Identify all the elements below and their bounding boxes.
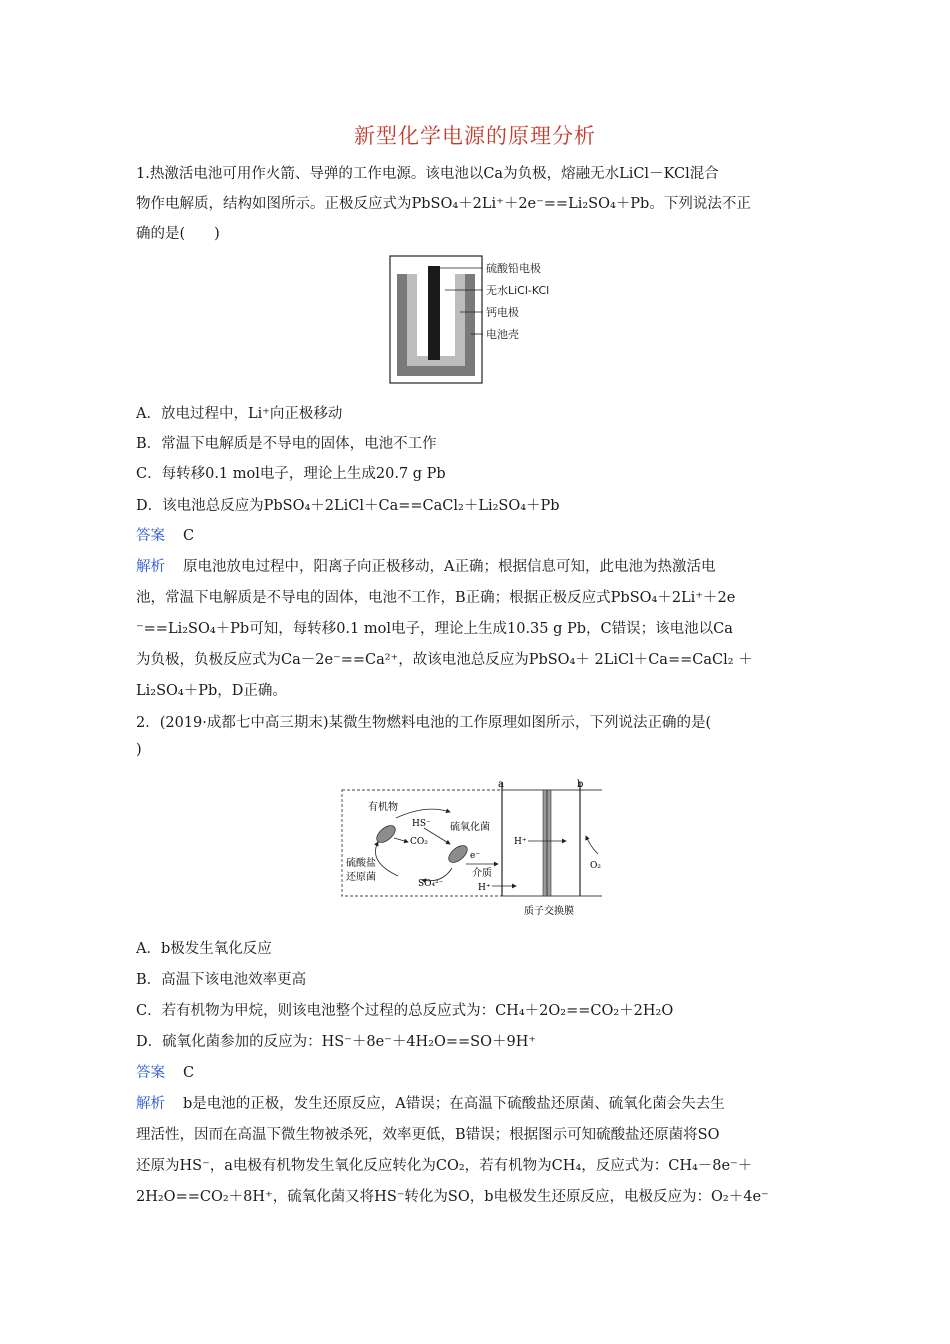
q1-analysis-line-5: Li₂SO₄＋Pb，D正确。 <box>136 683 287 699</box>
q1-option-d: D．该电池总反应为PbSO₄＋2LiCl＋Ca==CaCl₂＋Li₂SO₄＋Pb <box>136 498 560 514</box>
q2-analysis-text-1: b是电池的正极，发生还原反应，A错误；在高温下硫酸盐还原菌、硫氧化菌会失去生 <box>183 1096 725 1112</box>
q2-answer <box>136 1061 194 1082</box>
label-b: b <box>577 779 584 790</box>
q1-stem-line-2: 物作电解质，结构如图所示。正极反应式为PbSO₄＋2Li⁺＋2e⁻==Li₂SO₄＋Pb。下列说法不正 <box>136 196 751 212</box>
q1-analysis-text-1: 原电池放电过程中，阳离子向正极移动，A正确；根据信息可知，此电池为热激活电 <box>183 559 716 575</box>
q2-analysis-line-1 <box>136 1092 725 1113</box>
label-membrane: 质子交换膜 <box>524 906 574 917</box>
q2-answer-label: 答案 <box>136 1065 165 1081</box>
q1-answer-label: 答案 <box>136 528 165 544</box>
label-a: a <box>498 779 504 790</box>
label-medium: 介质 <box>472 868 492 879</box>
q2-option-d: D．硫氧化菌参加的反应为：HS⁻＋8e⁻＋4H₂O==SO＋9H⁺ <box>136 1034 537 1050</box>
q2-option-b: B．高温下该电池效率更高 <box>136 972 307 988</box>
q1-option-c: C．每转移0.1 mol电子，理论上生成20.7 g Pb <box>136 466 446 482</box>
lead-sulfate-electrode <box>428 266 440 360</box>
label-o2: O₂ <box>590 861 601 871</box>
label-battery-shell: 电池壳 <box>486 328 519 341</box>
fuel-cell-figure <box>338 776 608 922</box>
q1-analysis-label: 解析 <box>136 559 165 575</box>
q2-option-a: A．b极发生氧化反应 <box>136 941 272 957</box>
q1-option-a: A．放电过程中，Li⁺向正极移动 <box>136 406 343 422</box>
label-lead-electrode: 硫酸铅电极 <box>486 262 541 275</box>
page-title: 新型化学电源的原理分析 <box>354 124 596 148</box>
q2-analysis-line-3: 还原为HS⁻，a电极有机物发生氧化反应转化为CO₂，若有机物为CH₄，反应式为：CH₄－8e⁻＋ <box>136 1158 753 1174</box>
q1-answer-value: C <box>183 528 195 544</box>
label-hs: HS⁻ <box>412 819 431 829</box>
q2-stem-line-2: ) <box>136 742 142 758</box>
label-srb-2: 还原菌 <box>346 872 376 883</box>
label-h-low: H⁺ <box>478 883 491 893</box>
q2-answer-value: C <box>183 1065 195 1081</box>
q2-analysis-line-2: 理活性，因而在高温下微生物被杀死，效率更低，B错误；根据图示可知硫酸盐还原菌将SO <box>136 1127 720 1143</box>
battery-structure-figure <box>385 248 570 386</box>
label-calcium-electrode: 钙电极 <box>486 306 519 319</box>
q1-analysis-line-2: 池，常温下电解质是不导电的固体，电池不工作，B正确；根据正极反应式PbSO₄＋2Li⁺＋2e <box>136 590 736 606</box>
sox-bacteria <box>446 842 471 865</box>
label-electrolyte: 无水LiCl-KCl <box>486 284 550 297</box>
q1-answer <box>136 524 194 545</box>
q2-option-c: C．若有机物为甲烷，则该电池整个过程的总反应式为：CH₄＋2O₂==CO₂＋2H₂O <box>136 1003 674 1019</box>
q2-analysis-line-4: 2H₂O==CO₂＋8H⁺，硫氧化菌又将HS⁻转化为SO，b电极发生还原反应，电极反应为：O₂＋4e⁻ <box>136 1189 769 1205</box>
q2-analysis-label: 解析 <box>136 1096 165 1112</box>
q1-stem-line-3: 确的是( ) <box>136 226 220 242</box>
label-organic: 有机物 <box>368 802 398 813</box>
label-so4: SO₄²⁻ <box>418 879 444 889</box>
q1-option-b: B．常温下电解质是不导电的固体，电池不工作 <box>136 436 437 452</box>
q1-analysis-line-4: 为负极，负极反应式为Ca－2e⁻==Ca²⁺，故该电池总反应为PbSO₄＋ 2LiCl＋Ca==CaCl₂ ＋ <box>136 652 753 668</box>
q1-analysis-line-3: ⁻==Li₂SO₄＋Pb可知，每转移0.1 mol电子，理论上生成10.35 g Pb，C错误；该电池以Ca <box>136 621 733 637</box>
label-srb-1: 硫酸盐 <box>346 858 376 869</box>
q1-analysis-line-1 <box>136 555 715 576</box>
label-e: e⁻ <box>470 851 481 861</box>
label-sox: 硫氧化菌 <box>450 822 490 833</box>
srb-bacteria <box>374 822 399 845</box>
q2-stem-line-1: 2．(2019·成都七中高三期末)某微生物燃料电池的工作原理如图所示，下列说法正确的是( <box>136 715 712 731</box>
label-h-mid: H⁺ <box>514 837 527 847</box>
label-co2: CO₂ <box>410 837 428 847</box>
q1-stem-line-1: 1.热激活电池可用作火箭、导弹的工作电源。该电池以Ca为负极，熔融无水LiCl－KCl混合 <box>136 166 719 182</box>
